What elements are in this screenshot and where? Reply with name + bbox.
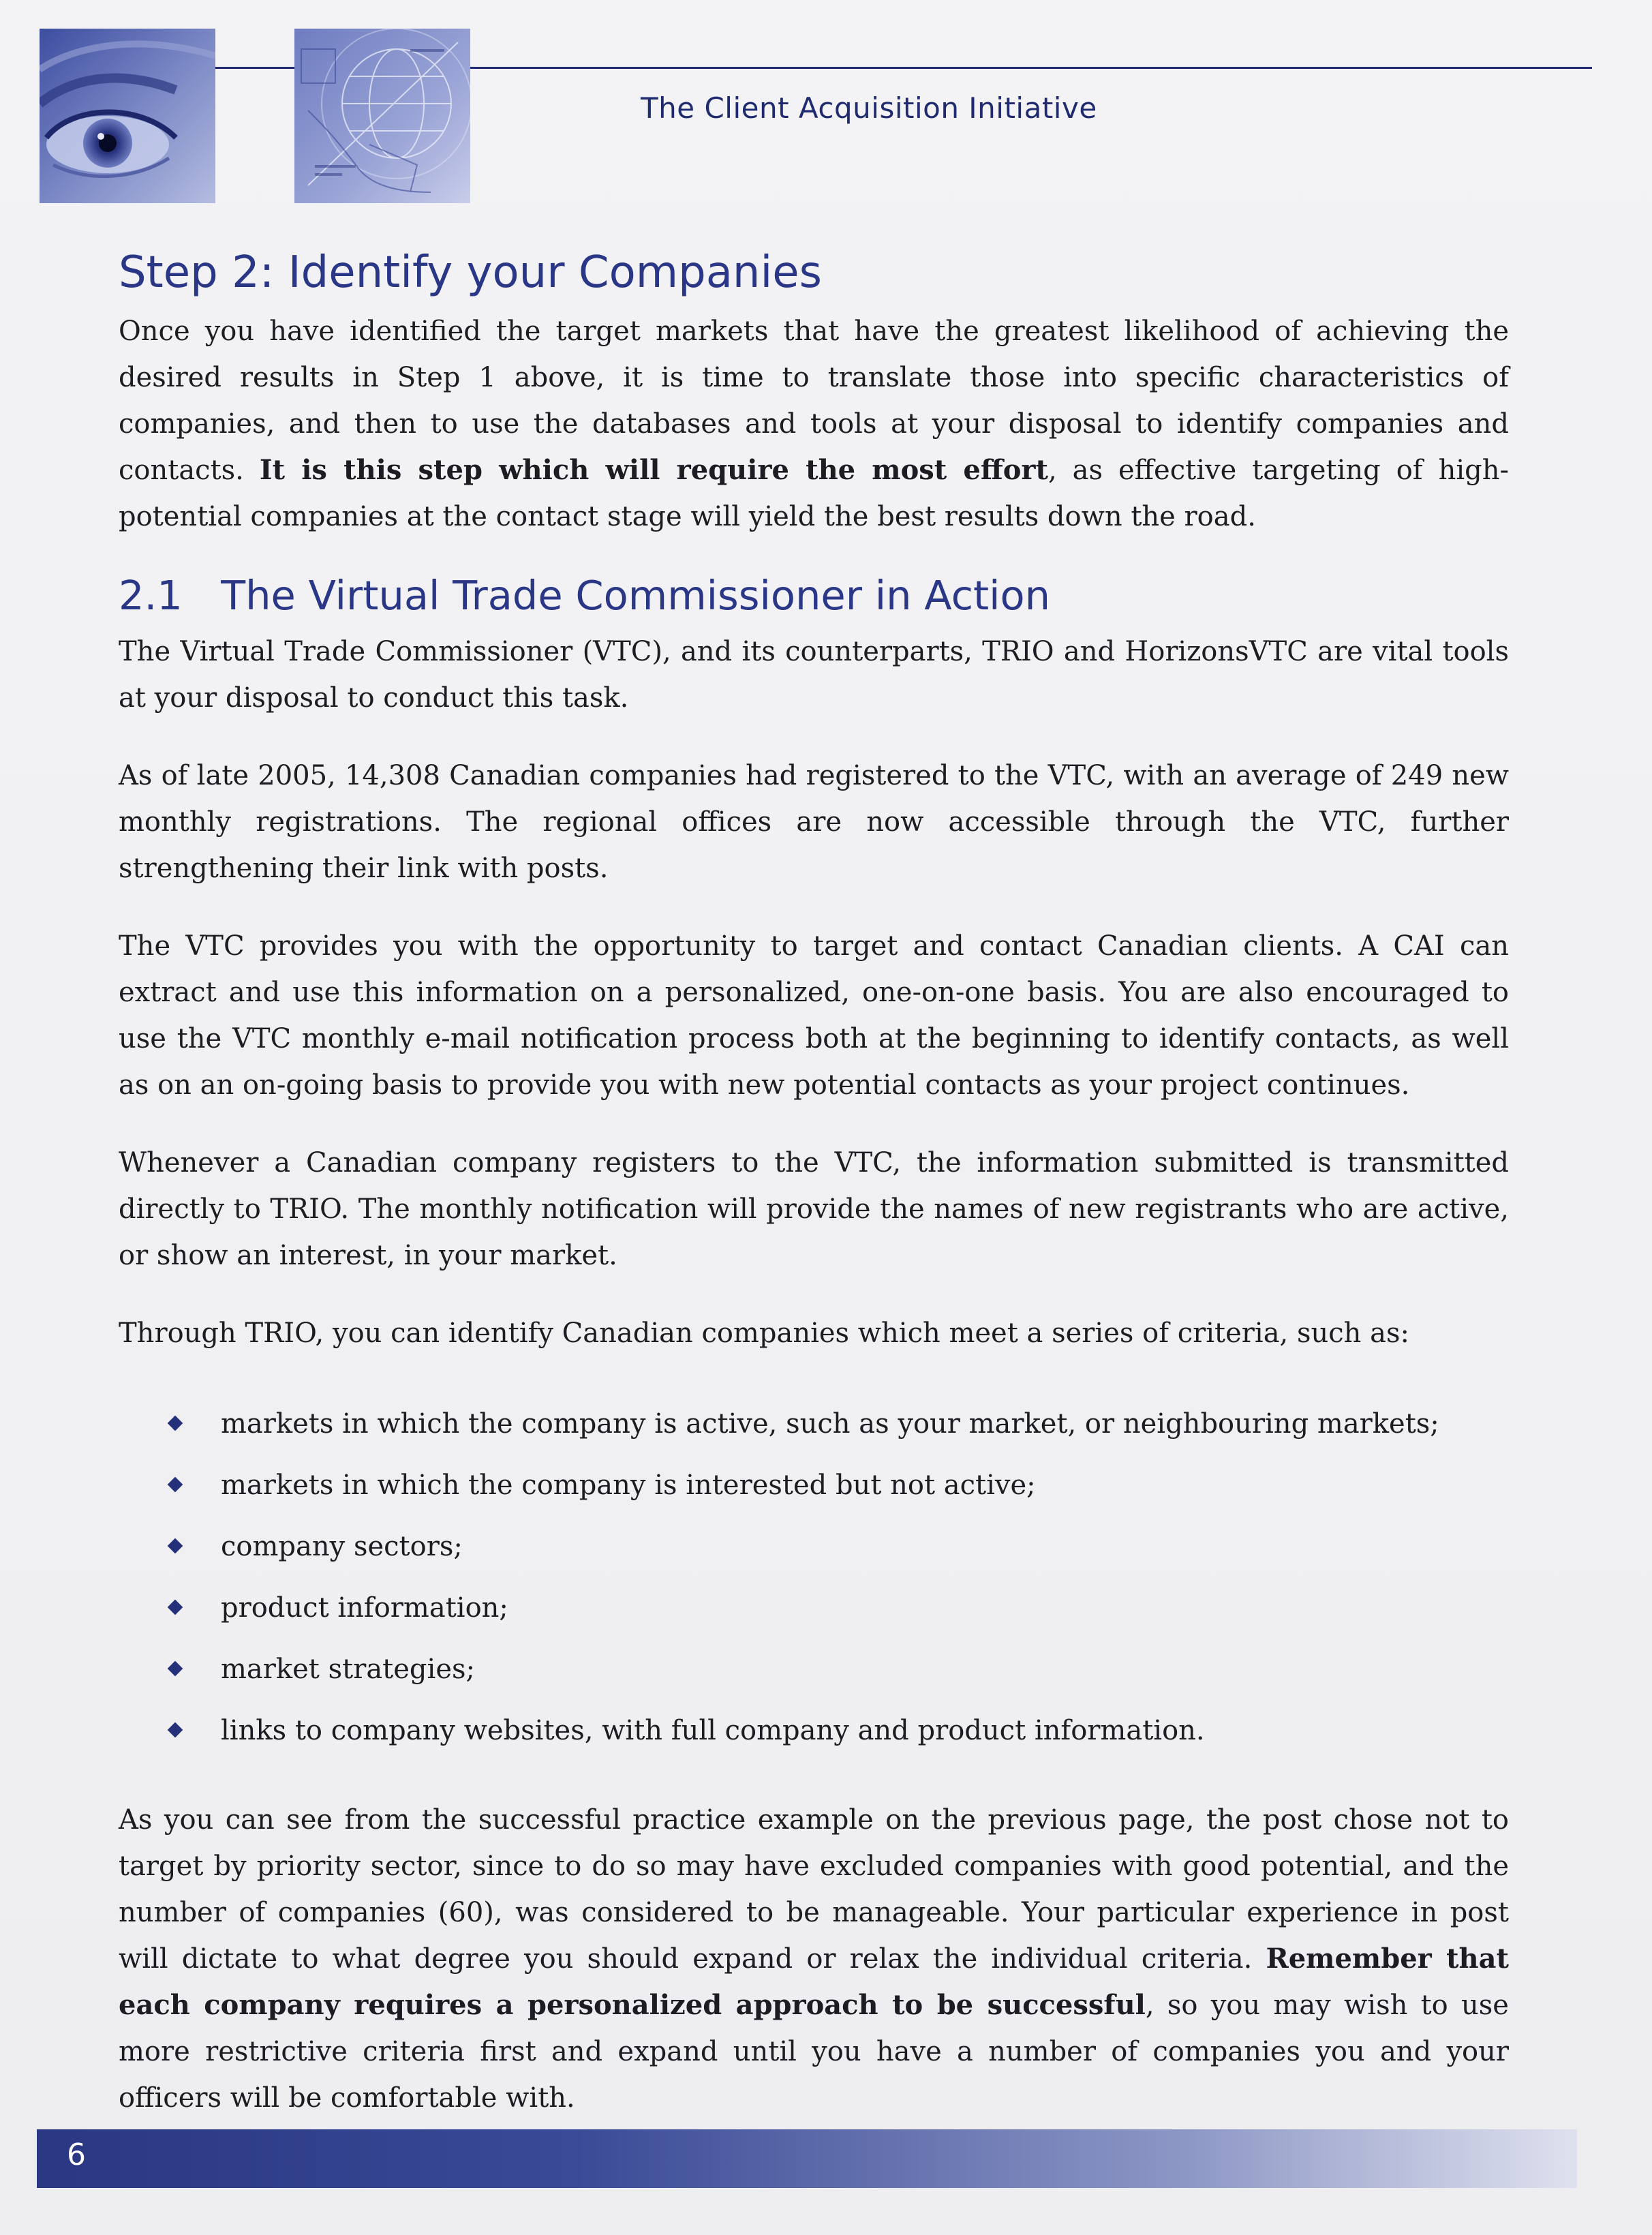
trio-criteria-intro: Through TRIO, you can identify Canadian companies which meet a series of criteria, such as: xyxy=(119,1318,1409,1349)
list-item: markets in which the company is interested but not active; xyxy=(119,1455,1509,1516)
header-rule-left xyxy=(215,67,294,69)
page-number: 6 xyxy=(67,2138,86,2172)
list-item: links to company websites, with full company and product information. xyxy=(119,1700,1509,1761)
globe-map-image xyxy=(294,29,470,203)
main-content xyxy=(119,241,1509,2121)
closing-paragraph: As you can see from the successful practice example on the previous page, the post chose not to target by priority sector, since to do so may have excluded companies with good potential, and the number of companies (60), was considered to be manageable. Your particular experience in post will dictate to what degree you should expand or relax the individual criteria. Remember that each company requires a personalized approach to be successful, so you may wish to use more restrictive criteria first and expand until you have a number of companies you and your officers will be comfortable with. xyxy=(119,1804,1509,2114)
closing-emphasis: Remember that each company requires a personalized approach to be successful xyxy=(119,1943,1509,2021)
criteria-list xyxy=(119,1393,1509,1761)
section-heading: Step 2: Identify your Companies xyxy=(119,247,822,298)
footer-bar xyxy=(37,2129,1577,2188)
intro-paragraph: Once you have identified the target markets that have the greatest likelihood of achieving the desired results in Step 1 above, it is time to translate those into specific characteristics of companies, and then to use the databases and tools at your disposal to identify companies and contacts. It is this step which will require the most effort, as effective targeting of high-potential companies at the contact stage will yield the best results down the road. xyxy=(119,316,1510,532)
list-item: company sectors; xyxy=(119,1516,1509,1577)
vtc-opportunity-paragraph: The VTC provides you with the opportunity to target and contact Canadian clients. A CAI can extract and use this information on a personalized, one-on-one basis. You are also encouraged to use the VTC monthly e-mail notification process both at the beginning to identify contacts, as well as on an on-going basis to provide you with new potential contacts as your project continues. xyxy=(119,930,1509,1101)
list-item: market strategies; xyxy=(119,1639,1509,1700)
intro-emphasis: It is this step which will require the most effort xyxy=(259,454,1048,486)
subsection-title: The Virtual Trade Commissioner in Action xyxy=(221,572,1051,619)
diamond-bullet-icon xyxy=(168,1600,183,1615)
subsection-heading xyxy=(119,567,1509,624)
diamond-bullet-icon xyxy=(168,1538,183,1554)
diamond-bullet-icon xyxy=(168,1416,183,1431)
header-rule-right xyxy=(470,67,1592,69)
list-item: product information; xyxy=(119,1577,1509,1639)
registration-stats-paragraph: As of late 2005, 14,308 Canadian companies had registered to the VTC, with an average of 249 new monthly registrations. The regional offices are now accessible through the VTC, further strengthening their link with posts. xyxy=(119,760,1509,884)
list-item: markets in which the company is active, such as your market, or neighbouring markets; xyxy=(119,1393,1509,1455)
diamond-bullet-icon xyxy=(168,1661,183,1677)
running-header-title: The Client Acquisition Initiative xyxy=(641,91,1097,125)
diamond-bullet-icon xyxy=(168,1722,183,1738)
eye-image xyxy=(40,29,215,203)
vtc-intro-paragraph: The Virtual Trade Commissioner (VTC), and its counterparts, TRIO and HorizonsVTC are vital tools at your disposal to conduct this task. xyxy=(119,636,1509,714)
subsection-number: 2.1 xyxy=(119,572,183,619)
diamond-bullet-icon xyxy=(168,1477,183,1493)
trio-transmission-paragraph: Whenever a Canadian company registers to the VTC, the information submitted is transmitted directly to TRIO. The monthly notification will provide the names of new registrants who are active, or show an interest, in your market. xyxy=(119,1147,1509,1271)
